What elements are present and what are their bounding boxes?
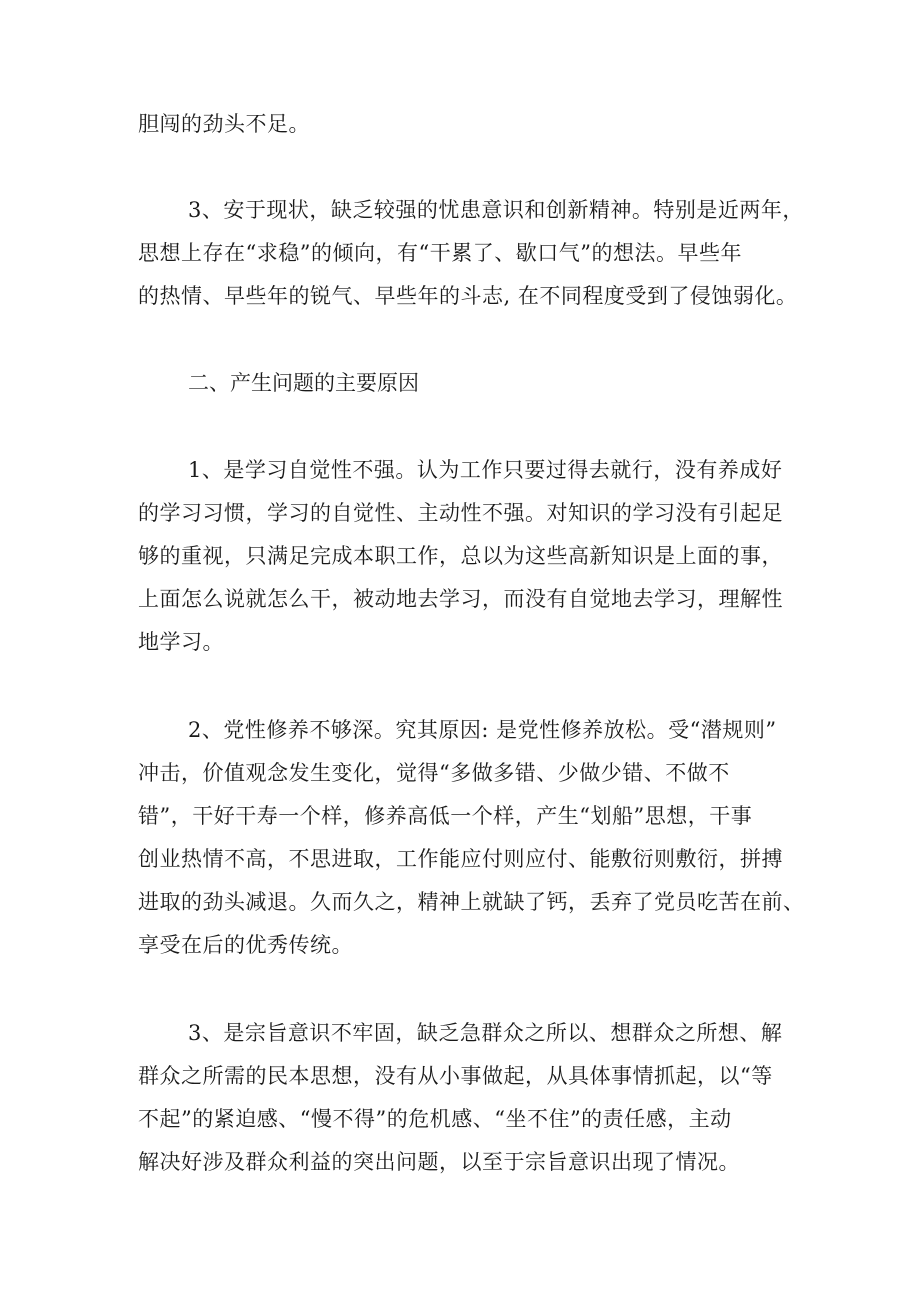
paragraph-party	[138, 709, 805, 967]
text-line: 错”，干好干寿一个样，修养高低一个样，产生“划船”思想，干事	[138, 804, 753, 828]
text-line: 的学习习惯，学习的自觉性、主动性不强。对知识的学习没有引起足	[138, 501, 783, 525]
text-line: 享受在后的优秀传统。	[138, 933, 353, 957]
text-line: 上面怎么说就怎么干，被动地去学习，而没有自觉地去学习，理解性	[138, 587, 783, 611]
text-line: 2、党性修养不够深。究其原因: 是党性修养放松。受“潜规则”	[188, 718, 777, 742]
text-line: 思想上存在“求稳”的倾向，有“干累了、歇口气”的想法。早些年	[138, 241, 742, 265]
paragraph-complacency	[138, 189, 804, 318]
text-line: 胆闯的劲头不足。	[138, 112, 310, 136]
text-line: 的热情、早些年的锐气、早些年的斗志, 在不同程度受到了侵蚀弱化。	[138, 284, 798, 308]
text-line: 3、安于现状，缺乏较强的忧患意识和创新精神。特别是近两年，	[188, 198, 804, 222]
text-line: 不起”的紧迫感、“慢不得”的危机感、“坐不住”的责任感，主动	[138, 1107, 732, 1131]
paragraph-study	[138, 449, 788, 664]
text-line: 创业热情不高，不思进取，工作能应付则应付、能敷衍则敷衍，拼搏	[138, 847, 783, 871]
paragraph-fragment	[138, 103, 788, 146]
text-line: 1、是学习自觉性不强。认为工作只要过得去就行，没有养成好	[188, 458, 783, 482]
text-line: 解决好涉及群众利益的突出问题，以至于宗旨意识出现了情况。	[138, 1150, 740, 1174]
text-line: 冲击，价值观念发生变化，觉得“多做多错、少做少错、不做不	[138, 761, 730, 785]
section-heading: 二、产生问题的主要原因	[188, 371, 419, 395]
text-line: 3、是宗旨意识不牢固，缺乏急群众之所以、想群众之所想、解	[188, 1021, 783, 1045]
paragraph-purpose	[138, 1012, 788, 1184]
text-line: 地学习。	[138, 630, 224, 654]
text-line: 群众之所需的民本思想，没有从小事做起，从具体事情抓起，以“等	[138, 1064, 773, 1088]
text-line: 进取的劲头减退。久而久之，精神上就缺了钙，丢弃了党员吃苦在前、	[138, 890, 805, 914]
text-line: 够的重视，只满足完成本职工作，总以为这些高新知识是上面的事，	[138, 544, 783, 568]
